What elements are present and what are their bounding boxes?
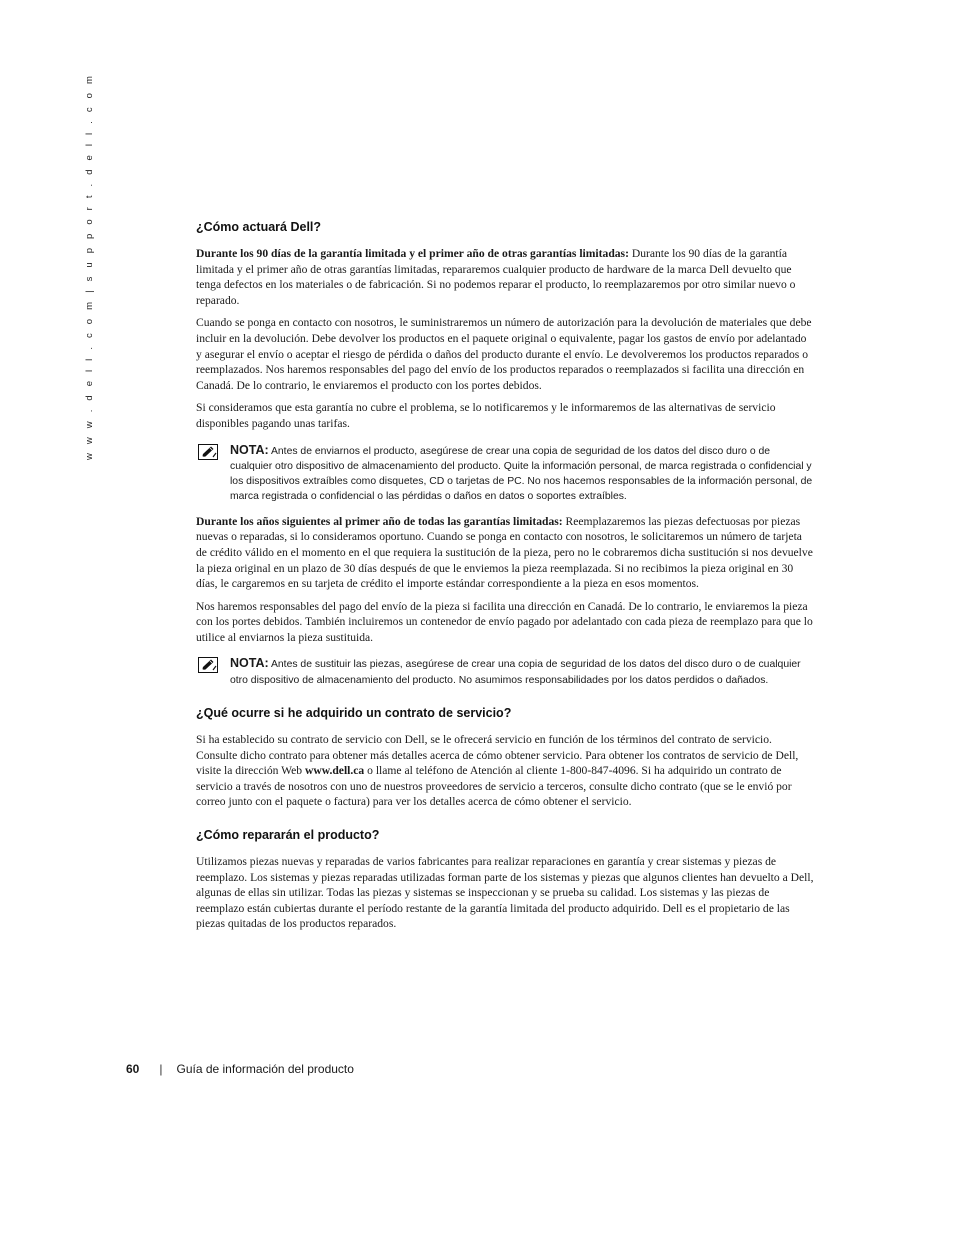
paragraph-following-years xyxy=(196,514,814,592)
paragraph-rma: Cuando se ponga en contacto con nosotros, le suministraremos un número de autorización para la devolución de materiales que debe incluir en la devolución. Debe devolver los productos en el paquete original o equivalente, pagar los gastos de envío por adelantado y asegurar el envío o aceptar el riesgo de pérdida o daños del producto durante el envío. Le devolveremos los productos reparados o reemplazados. Nos haremos responsables del pago del envío de los productos reparados o reemplazados si facilita una dirección en Canadá. De lo contrario, le enviaremos el producto con los portes debidos. xyxy=(196,316,812,392)
note-label: NOTA: xyxy=(230,656,269,671)
footer-separator: | xyxy=(159,1062,163,1076)
sidebar-url: w w w . d e l l . c o m | s u p p o r t . d e l l . c o m xyxy=(84,72,95,460)
paragraph-text: o llame al teléfono de Atención al cliente 1-800-847-4096. Si ha adquirido un contrato de servicio a través de nosotros con uno de nuestros proveedores de servicio a terceros, consulte dicho contrato (que se le envió por correo junto con el paquete o factura) para ver los detalles acerca de cómo obtener el servicio. xyxy=(196,764,792,809)
pencil-note-icon xyxy=(198,657,218,673)
note-text: Antes de sustituir las piezas, asegúrese de crear una copia de seguridad de los datos del disco duro o de cualquier otro dispositivo de almacenamiento del producto. No asumimos responsabilidades por los datos perdidos o dañados. xyxy=(230,659,801,686)
note-backup-before-shipping xyxy=(196,443,814,505)
paragraph-lead: Durante los años siguientes al primer año de todas las garantías limitadas: xyxy=(196,514,563,528)
pencil-note-icon xyxy=(198,444,218,460)
section-heading-repair: ¿Cómo repararán el producto? xyxy=(196,828,380,843)
footer-title: Guía de información del producto xyxy=(176,1062,354,1076)
section-heading-dell-action: ¿Cómo actuará Dell? xyxy=(196,220,322,234)
paragraph-repair-parts: Utilizamos piezas nuevas y reparadas de varios fabricantes para realizar reparaciones en garantía y crear sistemas y piezas de reemplazo. Los sistemas y piezas reparadas utilizadas forman parte de los sistemas y piezas que algunos clientes han devuelto a Dell, algunas de ellas sin utilizar. Todas las piezas y sistemas se inspeccionan y se prueba su calidad. Los sistemas y las piezas de reemplazo están cubiertas durante el período restante de la garantía limitada del producto adquirido. Dell es el propietario de las piezas quitadas de los productos reparados. xyxy=(196,855,814,931)
paragraph-90-days xyxy=(196,246,814,308)
paragraph-body: Durante los 90 días de la garantía limitada y el primer año de otras garantías limitadas, repararemos cualquier producto de hardware de la marca Dell devuelto que tenga defectos en los materiales o de fabricación. Si no podemos reparar el producto, lo reemplazaremos por otro similar nuevo o reparado. xyxy=(196,247,796,307)
paragraph-shipping-parts: Nos haremos responsables del pago del envío de la pieza si facilita una dirección en Canadá. De lo contrario, le enviaremos la pieza con los portes debidos. También incluiremos un contenedor de envío pagado por adelantado con cada pieza de reemplazo para que lo utilice al enviarnos la pieza sustituida. xyxy=(196,599,813,644)
note-label: NOTA: xyxy=(230,442,269,457)
paragraph-body: Reemplazaremos las piezas defectuosas por piezas nuevas o reparadas, si lo consideramos oportuno. Cuando se ponga en contacto con nosotros, le solicitaremos un número de tarjeta de crédito válido en el momento en el que requiera la sustitución de la pieza, pero no le cobraremos dicha sustitución si nos devuelve la pieza original en un plazo de 30 días después de que le enviemos la pieza reemplazada. Si no recibimos la pieza original en 30 días, le cargaremos en su tarjeta de crédito el importe estándar correspondiente a la pieza en esos momentos. xyxy=(196,514,813,591)
paragraph-not-covered: Si consideramos que esta garantía no cubre el problema, se lo notificaremos y le informaremos de las alternativas de servicio disponibles pagando unas tarifas. xyxy=(196,401,776,430)
dell-url-link[interactable]: www.dell.ca xyxy=(304,764,365,778)
main-content xyxy=(196,218,814,939)
paragraph-lead: Durante los 90 días de la garantía limitada y el primer año de otras garantías limitadas: xyxy=(196,247,629,260)
paragraph-service-contract xyxy=(196,732,814,810)
page-footer xyxy=(126,1062,354,1076)
note-backup-before-replacing xyxy=(196,656,814,688)
section-heading-service-contract: ¿Qué ocurre si he adquirido un contrato de servicio? xyxy=(196,706,512,721)
page-number: 60 xyxy=(126,1062,140,1076)
paragraph-text: Si ha establecido su contrato de servicio con Dell, se le ofrecerá servicio en función de los términos del contrato de servicio. Consulte dicho contrato para obtener más detalles acerca de cómo obtener servicio. Para obtener los contratos de servicio de Dell, visite la dirección Web xyxy=(196,733,799,778)
note-text: Antes de enviarnos el producto, asegúrese de crear una copia de seguridad de los datos del disco duro o de cualquier otro dispositivo de almacenamiento del producto. Quite la información personal, de marca registrada o confidencial y los dispositivos extraíbles como disquetes, CD o tarjetas de PC. No nos hacemos responsables de la información personal, de marca registrada o confidencial o las pérdidas o daños en datos o soportes extraíbles. xyxy=(230,445,813,503)
